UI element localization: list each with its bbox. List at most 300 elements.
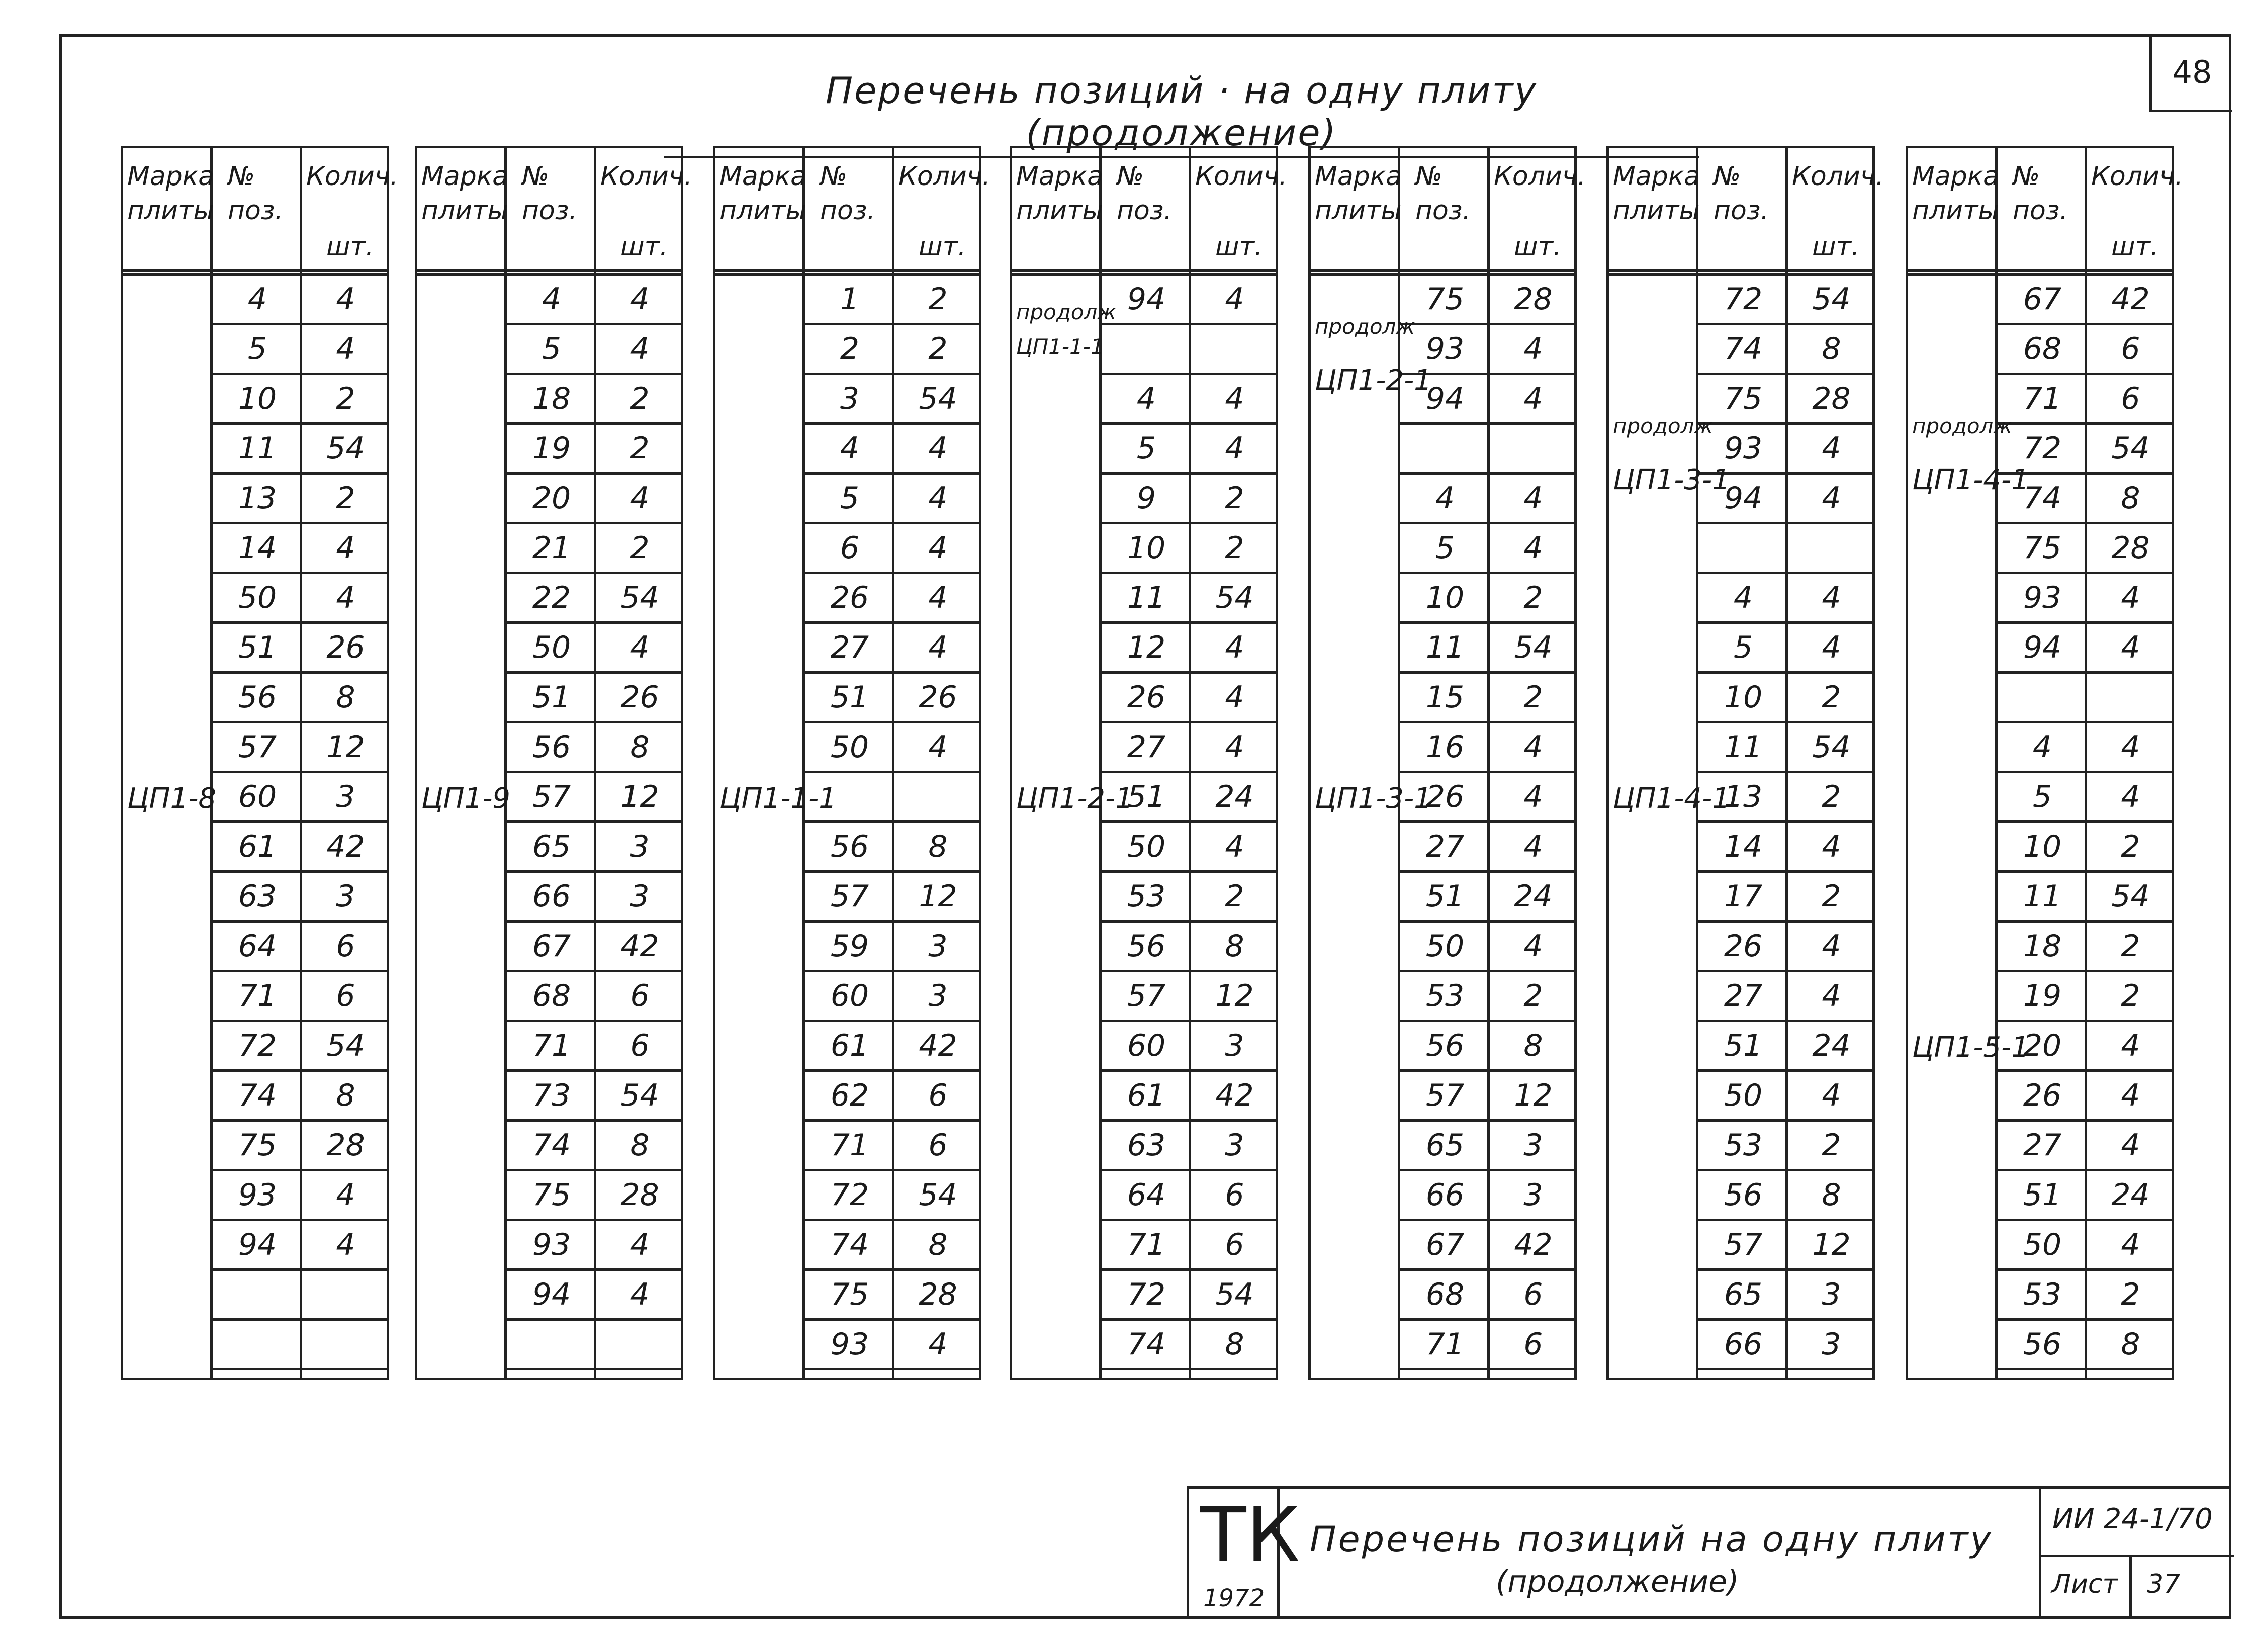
header-mark-line1: Марка: [1315, 161, 1402, 192]
position-number-cell: 5: [213, 325, 302, 375]
divider: [2041, 1555, 2234, 1557]
position-number-cell: 53: [1998, 1271, 2087, 1321]
position-number-cell: 64: [1102, 1171, 1191, 1221]
quantity-cell: 42: [894, 1022, 981, 1072]
position-number-cell: 66: [507, 873, 596, 923]
quantity-cell: 24: [2087, 1171, 2174, 1221]
quantity-cell: 2: [2087, 1271, 2174, 1321]
plate-mark-label: ЦП1-3-1: [1613, 464, 1730, 497]
quantity-cell: 8: [894, 823, 981, 873]
quantity-cell: 2: [1490, 574, 1577, 624]
position-number-cell: 73: [507, 1072, 596, 1122]
quantity-cell: 2: [1788, 873, 1875, 923]
quantity-cell: 2: [894, 325, 981, 375]
position-number-cell: 51: [1400, 873, 1490, 923]
quantity-cell: 4: [1191, 723, 1278, 773]
position-number-cell: 50: [1102, 823, 1191, 873]
header-mark-line2: плиты: [719, 196, 806, 226]
position-number-cell: 20: [1998, 1022, 2087, 1072]
table-header: [1311, 148, 1586, 271]
position-number-cell: 53: [1698, 1122, 1788, 1171]
position-number-cell: 11: [1102, 574, 1191, 624]
position-number-cell: 56: [805, 823, 894, 873]
quantity-cell: 8: [302, 1072, 389, 1122]
quantity-cell: 3: [1788, 1271, 1875, 1321]
header-position-line2: поз.: [1714, 196, 1769, 226]
quantity-cell: 2: [2087, 823, 2174, 873]
position-number-cell: [1998, 674, 2087, 723]
quantity-cell: 4: [2087, 1221, 2174, 1271]
position-number-cell: 18: [1998, 923, 2087, 972]
position-number-cell: 50: [1698, 1072, 1788, 1122]
position-number-cell: 94: [1400, 375, 1490, 425]
position-number-cell: 94: [507, 1271, 596, 1321]
plate-mark-label: продолж: [1613, 414, 1714, 439]
position-number-cell: 19: [507, 425, 596, 475]
position-number-cell: 2: [805, 325, 894, 375]
position-number-cell: 22: [507, 574, 596, 624]
quantity-cell: 28: [302, 1122, 389, 1171]
table-header: [123, 148, 399, 271]
position-number-cell: 18: [507, 375, 596, 425]
quantity-cell: 6: [302, 923, 389, 972]
table-header: [1012, 148, 1288, 271]
quantity-cell: 54: [1490, 624, 1577, 674]
quantity-cell: 12: [894, 873, 981, 923]
quantity-cell: 3: [1788, 1321, 1875, 1370]
header-mark-line2: плиты: [1613, 196, 1700, 226]
header-mark: [127, 159, 214, 228]
quantity-cell: 54: [302, 1022, 389, 1072]
quantity-cell: 4: [1788, 425, 1875, 475]
position-number-cell: 93: [1698, 425, 1788, 475]
position-number-cell: 74: [507, 1122, 596, 1171]
quantity-cell: 42: [302, 823, 389, 873]
position-number-cell: 93: [507, 1221, 596, 1271]
position-number-cell: 9: [1102, 475, 1191, 524]
quantity-cell: 4: [596, 276, 683, 325]
position-number-cell: 57: [1698, 1221, 1788, 1271]
position-number-cell: 4: [507, 276, 596, 325]
quantity-cell: 4: [894, 475, 981, 524]
position-number-cell: 10: [1698, 674, 1788, 723]
quantity-cell: 24: [1490, 873, 1577, 923]
quantity-cell: 4: [1788, 923, 1875, 972]
position-number-cell: 71: [507, 1022, 596, 1072]
quantity-cell: [302, 1321, 389, 1370]
position-number-cell: 93: [1400, 325, 1490, 375]
header-mark-line2: плиты: [421, 196, 508, 226]
position-number-cell: 26: [1400, 773, 1490, 823]
quantity-cell: 24: [1788, 1022, 1875, 1072]
position-number-cell: [1400, 425, 1490, 475]
header-mark: [719, 159, 806, 228]
quantity-cell: 28: [1788, 375, 1875, 425]
position-number-cell: 72: [1102, 1271, 1191, 1321]
header-position: [1714, 159, 1769, 228]
header-quantity-line1: Колич.: [1494, 161, 1586, 192]
header-position-line1: №: [1117, 161, 1144, 192]
quantity-cell: 2: [2087, 972, 2174, 1022]
quantity-cell: 8: [1788, 1171, 1875, 1221]
position-table: [1906, 146, 2184, 1380]
plate-mark-label: ЦП1-9: [421, 782, 511, 815]
header-quantity-unit: шт.: [2111, 232, 2159, 262]
position-number-cell: 71: [213, 972, 302, 1022]
position-number-cell: 17: [1698, 873, 1788, 923]
header-mark-line1: Марка: [1016, 161, 1104, 192]
position-number-cell: 74: [1698, 325, 1788, 375]
quantity-cell: 3: [302, 773, 389, 823]
header-quantity: [306, 159, 399, 262]
position-number-cell: 51: [1698, 1022, 1788, 1072]
position-number-cell: 51: [1102, 773, 1191, 823]
quantity-cell: 26: [302, 624, 389, 674]
position-number-cell: 51: [805, 674, 894, 723]
plate-mark-label: продолж: [1315, 314, 1415, 339]
position-number-cell: 65: [1698, 1271, 1788, 1321]
header-quantity-unit: шт.: [326, 232, 374, 262]
quantity-cell: 8: [894, 1221, 981, 1271]
table-header: [1908, 148, 2184, 271]
position-number-cell: 51: [213, 624, 302, 674]
quantity-cell: 2: [596, 425, 683, 475]
header-quantity-line1: Колич.: [898, 161, 991, 192]
position-number-cell: 10: [1400, 574, 1490, 624]
quantity-cell: 4: [894, 723, 981, 773]
table-header: [417, 148, 693, 271]
quantity-cell: 4: [1191, 674, 1278, 723]
quantity-cell: 54: [1788, 723, 1875, 773]
sheet-number: 37: [2147, 1569, 2181, 1599]
position-table: [1308, 146, 1586, 1380]
quantity-cell: 4: [1191, 375, 1278, 425]
quantity-cell: 8: [1490, 1022, 1577, 1072]
header-double-line: [715, 269, 979, 276]
position-number-cell: 74: [1998, 475, 2087, 524]
position-number-cell: 27: [805, 624, 894, 674]
quantity-cell: 8: [2087, 1321, 2174, 1370]
header-quantity-line1: Колич.: [306, 161, 399, 192]
position-number-cell: 63: [1102, 1122, 1191, 1171]
position-number-cell: 27: [1102, 723, 1191, 773]
quantity-cell: 42: [2087, 276, 2174, 325]
quantity-cell: 4: [1490, 773, 1577, 823]
quantity-cell: 4: [596, 1221, 683, 1271]
quantity-cell: 4: [1788, 972, 1875, 1022]
header-position: [522, 159, 577, 228]
position-number-cell: 13: [1698, 773, 1788, 823]
quantity-cell: 3: [596, 873, 683, 923]
position-number-cell: 64: [213, 923, 302, 972]
header-position-line2: поз.: [522, 196, 577, 226]
quantity-cell: 4: [2087, 574, 2174, 624]
quantity-cell: 6: [1191, 1171, 1278, 1221]
header-quantity-unit: шт.: [919, 232, 966, 262]
quantity-cell: 2: [1788, 674, 1875, 723]
header-mark-line1: Марка: [1613, 161, 1700, 192]
header-position: [820, 159, 875, 228]
position-number-cell: 5: [1102, 425, 1191, 475]
position-number-cell: 72: [1698, 276, 1788, 325]
quantity-cell: 3: [894, 972, 981, 1022]
position-number-cell: 67: [1400, 1221, 1490, 1271]
quantity-cell: 24: [1191, 773, 1278, 823]
quantity-cell: 2: [302, 375, 389, 425]
quantity-cell: 28: [894, 1271, 981, 1321]
position-number-cell: 56: [1400, 1022, 1490, 1072]
sheet-label: Лист: [2051, 1569, 2118, 1599]
header-quantity: [1494, 159, 1586, 262]
quantity-cell: 2: [1490, 972, 1577, 1022]
position-number-cell: 94: [1698, 475, 1788, 524]
divider: [2129, 1555, 2132, 1619]
quantity-cell: 2: [1490, 674, 1577, 723]
title-block: [1187, 1486, 2231, 1619]
header-position-line1: №: [2013, 161, 2040, 192]
quantity-cell: 4: [894, 624, 981, 674]
quantity-cell: [1191, 325, 1278, 375]
header-position-line1: №: [228, 161, 255, 192]
header-mark-line1: Марка: [719, 161, 807, 192]
position-number-cell: 65: [1400, 1122, 1490, 1171]
quantity-cell: 2: [1788, 773, 1875, 823]
position-number-cell: 71: [1400, 1321, 1490, 1370]
quantity-cell: 12: [1191, 972, 1278, 1022]
position-number-cell: 53: [1400, 972, 1490, 1022]
quantity-cell: 2: [2087, 923, 2174, 972]
plate-mark-label: ЦП1-3-1: [1315, 782, 1432, 815]
position-number-cell: 6: [805, 524, 894, 574]
plate-mark-label: продолж: [1016, 299, 1117, 324]
header-mark: [1315, 159, 1402, 228]
quantity-cell: 4: [1490, 723, 1577, 773]
quantity-cell: 6: [302, 972, 389, 1022]
plate-mark-label: ЦП1-4-1: [1613, 782, 1730, 815]
header-position-line2: поз.: [2013, 196, 2068, 226]
position-number-cell: 5: [507, 325, 596, 375]
position-number-cell: 65: [507, 823, 596, 873]
quantity-cell: 42: [1490, 1221, 1577, 1271]
position-number-cell: 60: [213, 773, 302, 823]
position-number-cell: 61: [805, 1022, 894, 1072]
position-number-cell: 27: [1998, 1122, 2087, 1171]
header-position: [1415, 159, 1471, 228]
quantity-cell: 4: [302, 325, 389, 375]
quantity-cell: 4: [894, 425, 981, 475]
position-number-cell: 56: [1102, 923, 1191, 972]
position-number-cell: 67: [1998, 276, 2087, 325]
header-position-line2: поз.: [1415, 196, 1471, 226]
position-number-cell: 94: [213, 1221, 302, 1271]
document-code: ИИ 24-1/70: [2052, 1503, 2213, 1535]
position-number-cell: 16: [1400, 723, 1490, 773]
header-position: [228, 159, 283, 228]
header-quantity-unit: шт.: [620, 232, 668, 262]
position-number-cell: 74: [213, 1072, 302, 1122]
position-number-cell: 10: [213, 375, 302, 425]
quantity-cell: 4: [302, 574, 389, 624]
header-mark-line2: плиты: [1912, 196, 1999, 226]
position-number-cell: 93: [805, 1321, 894, 1370]
quantity-cell: 8: [1191, 923, 1278, 972]
quantity-cell: 3: [894, 923, 981, 972]
position-number-cell: 21: [507, 524, 596, 574]
header-mark-line2: плиты: [127, 196, 214, 226]
quantity-cell: 4: [596, 475, 683, 524]
quantity-cell: 4: [596, 325, 683, 375]
quantity-cell: 54: [596, 574, 683, 624]
header-position-line1: №: [1714, 161, 1741, 192]
position-number-cell: [507, 1321, 596, 1370]
position-number-cell: 57: [213, 723, 302, 773]
quantity-cell: 4: [596, 624, 683, 674]
plate-mark-label: ЦП1-2-1: [1016, 782, 1133, 815]
plate-mark-label: ЦП1-4-1: [1912, 464, 2029, 497]
position-number-cell: 56: [507, 723, 596, 773]
quantity-cell: 3: [1490, 1171, 1577, 1221]
quantity-cell: 3: [596, 823, 683, 873]
quantity-cell: 4: [1191, 425, 1278, 475]
position-number-cell: 10: [1102, 524, 1191, 574]
header-double-line: [1908, 269, 2172, 276]
quantity-cell: 3: [1191, 1122, 1278, 1171]
position-table: [415, 146, 693, 1380]
position-number-cell: 75: [1998, 524, 2087, 574]
position-table: [1010, 146, 1288, 1380]
quantity-cell: [302, 1271, 389, 1321]
quantity-cell: 28: [596, 1171, 683, 1221]
position-number-cell: 50: [507, 624, 596, 674]
quantity-cell: 42: [596, 923, 683, 972]
header-mark-line1: Марка: [421, 161, 509, 192]
quantity-cell: 12: [1788, 1221, 1875, 1271]
position-number-cell: 20: [507, 475, 596, 524]
position-number-cell: 94: [1102, 276, 1191, 325]
header-position-line1: №: [820, 161, 848, 192]
position-number-cell: 75: [507, 1171, 596, 1221]
position-number-cell: 56: [1698, 1171, 1788, 1221]
header-position-line2: поз.: [820, 196, 875, 226]
position-number-cell: 56: [213, 674, 302, 723]
position-number-cell: 75: [1400, 276, 1490, 325]
header-quantity: [1792, 159, 1884, 262]
position-number-cell: 11: [1400, 624, 1490, 674]
quantity-cell: 8: [302, 674, 389, 723]
title-block-code-cell: [2039, 1489, 2234, 1619]
position-number-cell: 26: [805, 574, 894, 624]
quantity-cell: 6: [596, 972, 683, 1022]
quantity-cell: 4: [1490, 475, 1577, 524]
header-quantity: [898, 159, 991, 262]
header-double-line: [1012, 269, 1276, 276]
header-mark: [1016, 159, 1103, 228]
quantity-cell: 12: [596, 773, 683, 823]
position-number-cell: 71: [1998, 375, 2087, 425]
quantity-cell: 4: [1788, 624, 1875, 674]
quantity-cell: 8: [596, 723, 683, 773]
quantity-cell: 4: [1788, 475, 1875, 524]
position-number-cell: 93: [213, 1171, 302, 1221]
quantity-cell: 4: [2087, 773, 2174, 823]
quantity-cell: 12: [302, 723, 389, 773]
position-number-cell: 4: [1102, 375, 1191, 425]
header-quantity-unit: шт.: [1812, 232, 1860, 262]
position-number-cell: 68: [507, 972, 596, 1022]
quantity-cell: 12: [1490, 1072, 1577, 1122]
quantity-cell: 28: [2087, 524, 2174, 574]
quantity-cell: 8: [596, 1122, 683, 1171]
plate-mark-label: ЦП1-8: [127, 782, 217, 815]
position-number-cell: [1102, 325, 1191, 375]
position-number-cell: 19: [1998, 972, 2087, 1022]
quantity-cell: 54: [302, 425, 389, 475]
position-number-cell: 50: [1998, 1221, 2087, 1271]
quantity-cell: 54: [2087, 873, 2174, 923]
position-number-cell: 68: [1998, 325, 2087, 375]
position-number-cell: 67: [507, 923, 596, 972]
position-number-cell: 60: [805, 972, 894, 1022]
quantity-cell: 3: [302, 873, 389, 923]
quantity-cell: 54: [1191, 1271, 1278, 1321]
plate-mark-label: ЦП1-5-1: [1912, 1031, 2029, 1064]
position-number-cell: 12: [1102, 624, 1191, 674]
position-number-cell: 51: [507, 674, 596, 723]
position-number-cell: 11: [1998, 873, 2087, 923]
position-number-cell: 63: [213, 873, 302, 923]
header-quantity-line1: Колич.: [600, 161, 693, 192]
position-number-cell: [213, 1321, 302, 1370]
position-number-cell: 75: [805, 1271, 894, 1321]
position-number-cell: 74: [1102, 1321, 1191, 1370]
plate-mark-label: продолж: [1912, 414, 2013, 439]
quantity-cell: 8: [2087, 475, 2174, 524]
header-mark-line2: плиты: [1016, 196, 1103, 226]
header-position-line2: поз.: [1117, 196, 1172, 226]
position-number-cell: 66: [1698, 1321, 1788, 1370]
position-number-cell: 57: [507, 773, 596, 823]
position-number-cell: 60: [1102, 1022, 1191, 1072]
header-mark: [421, 159, 508, 228]
quantity-cell: 54: [2087, 425, 2174, 475]
year: 1972: [1203, 1584, 1265, 1612]
position-number-cell: 56: [1998, 1321, 2087, 1370]
quantity-cell: 8: [1191, 1321, 1278, 1370]
quantity-cell: 26: [596, 674, 683, 723]
position-number-cell: 4: [805, 425, 894, 475]
quantity-cell: 2: [596, 375, 683, 425]
header-quantity-line1: Колич.: [2091, 161, 2184, 192]
header-mark-line1: Марка: [1912, 161, 2000, 192]
quantity-cell: [1490, 425, 1577, 475]
quantity-cell: 4: [1788, 574, 1875, 624]
position-number-cell: 5: [1998, 773, 2087, 823]
header-quantity-line1: Колич.: [1195, 161, 1288, 192]
position-table: [713, 146, 991, 1380]
plate-mark-label: ЦП1-1-1: [719, 782, 837, 815]
table-header: [715, 148, 991, 271]
position-number-cell: 50: [1400, 923, 1490, 972]
quantity-cell: 26: [894, 674, 981, 723]
quantity-cell: 6: [2087, 325, 2174, 375]
quantity-cell: 4: [894, 524, 981, 574]
table-header: [1609, 148, 1884, 271]
header-quantity-line1: Колич.: [1792, 161, 1884, 192]
plate-mark-label: ЦП1-2-1: [1315, 364, 1432, 397]
position-number-cell: 5: [1400, 524, 1490, 574]
quantity-cell: 2: [1788, 1122, 1875, 1171]
quantity-cell: 4: [302, 276, 389, 325]
